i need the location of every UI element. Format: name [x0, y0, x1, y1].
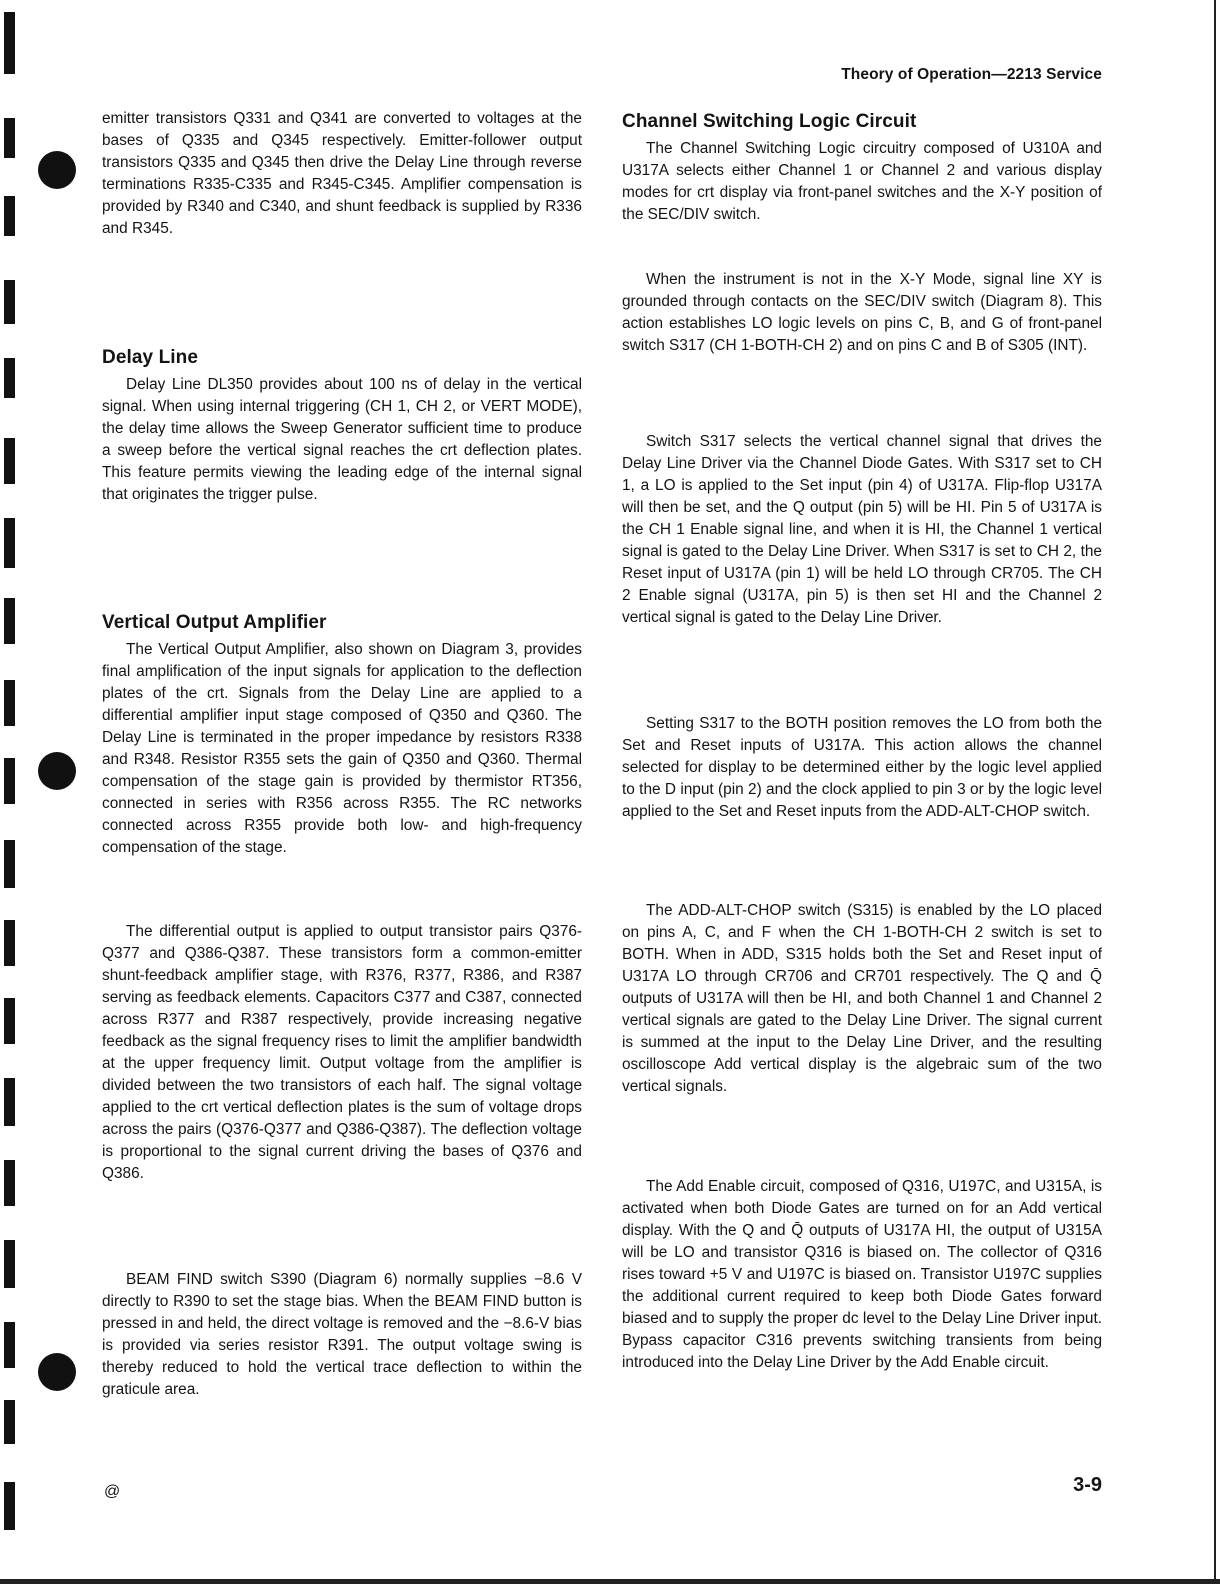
channel-switching-block-3: [622, 431, 1102, 629]
binder-bar: [4, 358, 15, 398]
page-edge-bottom: [0, 1579, 1220, 1584]
binder-bar: [4, 118, 15, 158]
vertical-output-section: [102, 611, 582, 859]
binder-bar: [4, 1482, 15, 1530]
binder-bar: [4, 1400, 15, 1444]
channel-switching-paragraph-1: The Channel Switching Logic circuitry composed of U310A and U317A selects either Channel 1 or Channel 2 and various display modes for crt display via front-panel switches and the X-Y position of the SEC/DIV switch.: [622, 140, 1102, 223]
binder-bar: [4, 998, 15, 1044]
channel-switching-block-4: [622, 713, 1102, 823]
intro-paragraph: emitter transistors Q331 and Q341 are converted to voltages at the bases of Q335 and Q345 respectively. Emitter-follower output transistors Q335 and Q345 then drive the Delay Line through reverse terminations R335-C335 and R345-C345. Amplifier compensation is provided by R340 and C340, and shunt feedback is supplied by R336 and R345.: [102, 110, 582, 237]
delay-line-paragraph: Delay Line DL350 provides about 100 ns of delay in the vertical signal. When using internal triggering (CH 1, CH 2, or VERT MODE), the delay time allows the Sweep Generator sufficient time to produce a sweep before the vertical signal reaches the crt deflection plates. This feature permits viewing the leading edge of the internal signal that originates the trigger pulse.: [102, 376, 582, 503]
channel-switching-block-6: [622, 1176, 1102, 1374]
binder-bar: [4, 438, 15, 484]
vertical-output-heading: Vertical Output Amplifier: [102, 612, 327, 633]
binder-bar: [4, 840, 15, 888]
binder-edge: [0, 0, 20, 1584]
channel-switching-paragraph-3: Switch S317 selects the vertical channel signal that drives the Delay Line Driver via the Channel Diode Gates. With S317 set to CH 1, a LO is applied to the Set input (pin 4) of U317A. Flip-flop U317A will then be set, and the Q output (pin 5) will be HI. Pin 5 of U317A is the CH 1 Enable signal line, and when it is HI, the Channel 1 vertical signal is gated to the Delay Line Driver. When S317 is set to CH 2, the Reset input of U317A (pin 1) will be held LO through CR705. The CH 2 Enable signal (U317A, pin 5) is then set HI and the Channel 2 vertical signal is gated to the Delay Line Driver.: [622, 433, 1102, 626]
vertical-output-block-3: [102, 1269, 582, 1401]
binder-bar: [4, 518, 15, 568]
punch-hole: [38, 151, 76, 189]
binder-bar: [4, 758, 15, 804]
footer-mark: @: [104, 1483, 121, 1500]
binder-bar: [4, 196, 15, 236]
binder-bar: [4, 1240, 15, 1288]
vertical-output-block-2: [102, 921, 582, 1185]
vertical-output-paragraph-2: The differential output is applied to output transistor pairs Q376-Q377 and Q386-Q387. These transistors form a common-emitter shunt-feedback amplifier stage, with R376, R377, R386, and R387 serving as feedback elements. Capacitors C377 and C387, connected across R377 and R387 respectively, provide increasing negative feedback as the signal frequency rises to limit the amplifier bandwidth at the upper frequency limit. Output voltage from the amplifier is divided between the two transistors of each half. The signal voltage applied to the crt vertical deflection plates is the sum of voltage drops across the pairs (Q376-Q377 and Q386-Q387). The deflection voltage is proportional to the signal current driving the bases of Q376 and Q386.: [102, 923, 582, 1182]
page-number: 3-9: [1073, 1474, 1102, 1496]
channel-switching-section: [622, 110, 1102, 226]
vertical-output-paragraph-1: The Vertical Output Amplifier, also shown on Diagram 3, provides final amplification of the input signals for application to the deflection plates of the crt. Signals from the Delay Line are applied to a differential amplifier input stage composed of Q350 and Q360. The Delay Line is terminated in the proper impedance by resistors R338 and R348. Resistor R355 sets the gain of Q350 and Q360. Thermal compensation of the stage gain is provided by thermistor RT356, connected in series with R356 across R355. The RC networks connected across R355 provide both low- and high-frequency compensation of the stage.: [102, 641, 582, 856]
binder-bar: [4, 12, 15, 74]
running-header: Theory of Operation—2213 Service: [841, 66, 1102, 83]
delay-line-section: [102, 346, 582, 506]
channel-switching-block-5: [622, 900, 1102, 1098]
channel-switching-paragraph-4: Setting S317 to the BOTH position removes the LO from both the Set and Reset inputs of U317A. This action allows the channel selected for display to be determined either by the logic level applied to the D input (pin 2) and the clock applied to pin 3 or by the logic level applied to the Set and Reset inputs from the ADD-ALT-CHOP switch.: [622, 715, 1102, 820]
channel-switching-heading: Channel Switching Logic Circuit: [622, 111, 917, 132]
intro-block: [102, 108, 582, 240]
vertical-output-paragraph-3: BEAM FIND switch S390 (Diagram 6) normally supplies −8.6 V directly to R390 to set the stage bias. When the BEAM FIND button is pressed in and held, the direct voltage is removed and the −8.6-V bias is provided via series resistor R391. The output voltage swing is thereby reduced to hold the vertical trace deflection to within the graticule area.: [102, 1271, 582, 1398]
channel-switching-paragraph-6: The Add Enable circuit, composed of Q316, U197C, and U315A, is activated when both Diode Gates are turned on for an Add vertical display. With the Q and Q̄ outputs of U317A HI, the output of U315A will be LO and transistor Q316 is biased on. The collector of Q316 rises toward +5 V and U197C is biased on. Transistor U197C supplies the additional current required to keep both Diode Gates forward biased and to supply the proper dc level to the Delay Line Driver input. Bypass capacitor C316 prevents switching transients from being introduced into the Delay Line Driver by the Add Enable circuit.: [622, 1178, 1102, 1371]
binder-bar: [4, 1160, 15, 1206]
binder-bar: [4, 920, 15, 966]
binder-bar: [4, 680, 15, 726]
binder-bar: [4, 1078, 15, 1126]
binder-bar: [4, 1322, 15, 1368]
channel-switching-block-2: [622, 269, 1102, 357]
page-edge-right: [1214, 0, 1216, 1584]
channel-switching-paragraph-5: The ADD-ALT-CHOP switch (S315) is enabled by the LO placed on pins A, C, and F when the CH 1-BOTH-CH 2 switch is set to BOTH. When in ADD, S315 holds both the Set and Reset input of U317A LO through CR706 and CR701 respectively. The Q and Q̄ outputs of U317A will then be HI, and both Channel 1 and Channel 2 vertical signals are gated to the Delay Line Driver. The signal current is summed at the input to the Delay Line Driver, and the resulting oscilloscope Add vertical display is the algebraic sum of the two vertical signals.: [622, 902, 1102, 1095]
punch-hole: [38, 752, 76, 790]
binder-bar: [4, 598, 15, 644]
delay-line-heading: Delay Line: [102, 347, 199, 368]
punch-hole: [38, 1353, 76, 1391]
binder-bar: [4, 280, 15, 324]
channel-switching-paragraph-2: When the instrument is not in the X-Y Mode, signal line XY is grounded through contacts on the SEC/DIV switch (Diagram 8). This action establishes LO logic levels on pins C, B, and G of front-panel switch S317 (CH 1-BOTH-CH 2) and on pins C and B of S305 (INT).: [622, 271, 1102, 354]
